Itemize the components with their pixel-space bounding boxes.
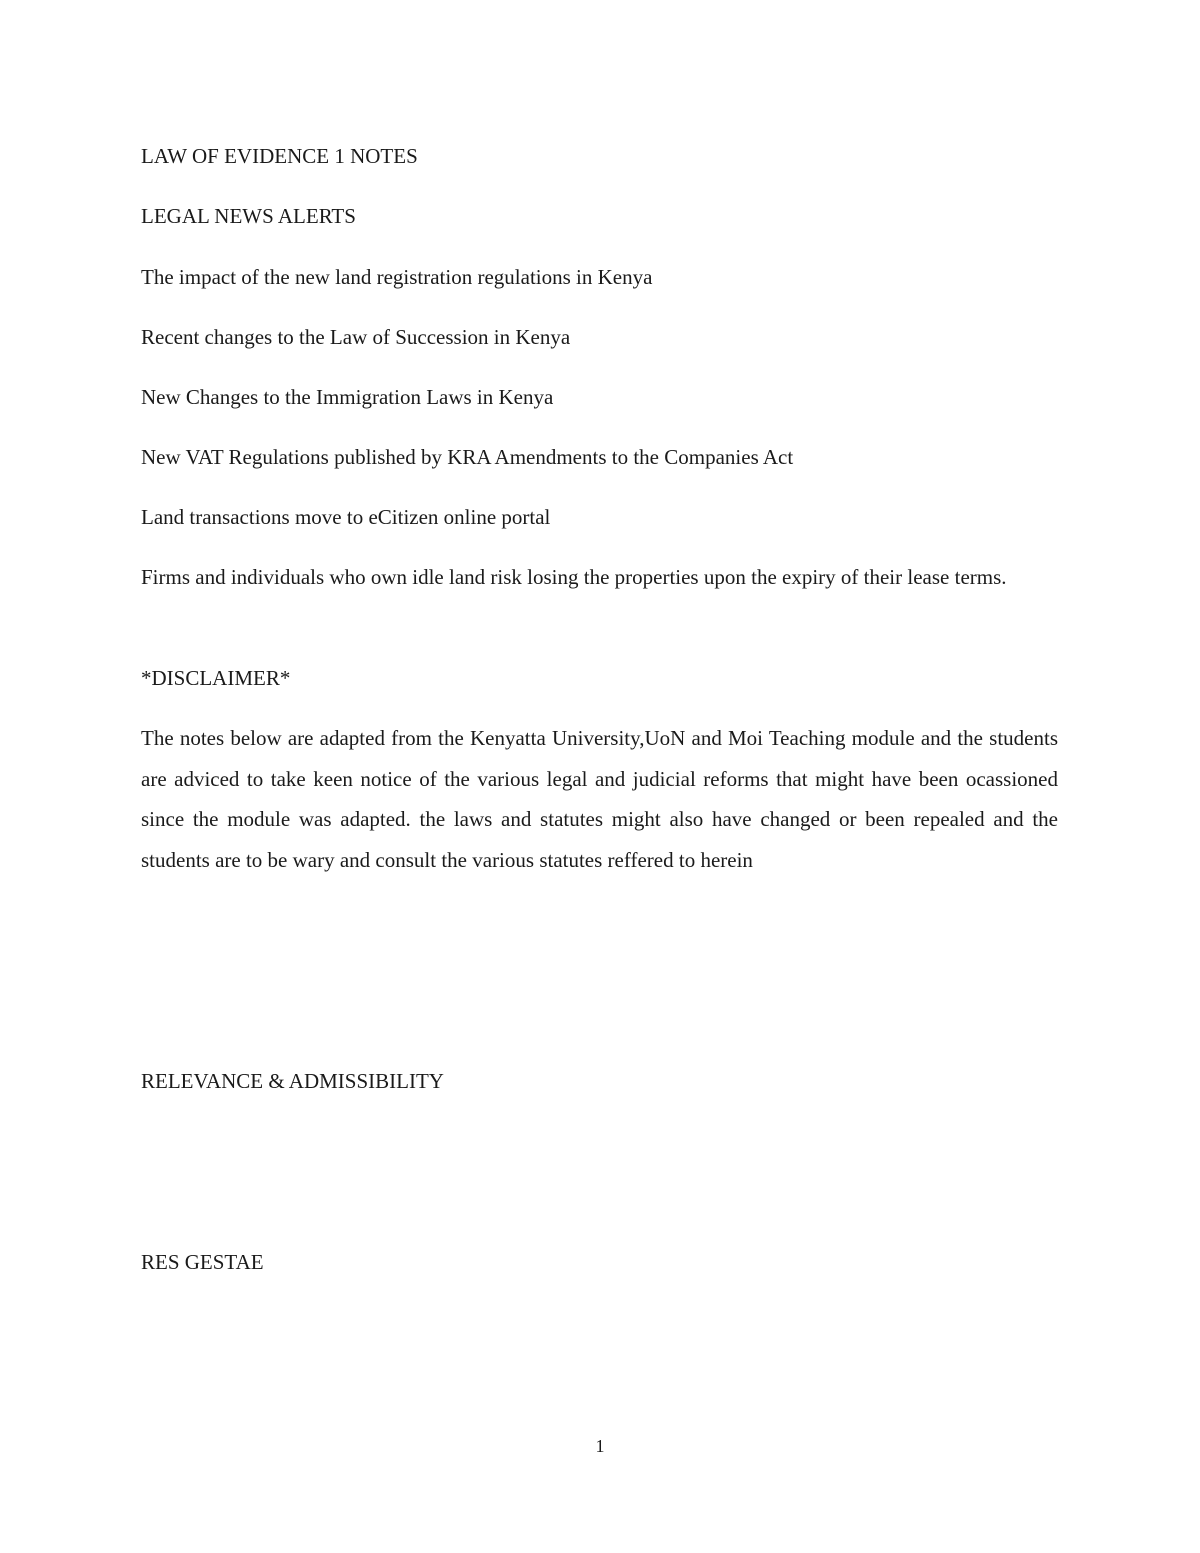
idle-land-paragraph: Firms and individuals who own idle land risk losing the properties upon the expiry of their lease terms. [141, 565, 1007, 589]
topic-heading-res-gestae: RES GESTAE [141, 1250, 264, 1274]
news-item: New VAT Regulations published by KRA Amendments to the Companies Act [141, 445, 794, 469]
news-item: New Changes to the Immigration Laws in Kenya [141, 385, 554, 409]
news-item: The impact of the new land registration regulations in Kenya [141, 265, 653, 289]
topic-heading-relevance: RELEVANCE & ADMISSIBILITY [141, 1069, 444, 1093]
document-title: LAW OF EVIDENCE 1 NOTES [141, 144, 418, 168]
page-number: 1 [595, 1436, 605, 1456]
disclaimer-paragraph: The notes below are adapted from the Kenyatta University,UoN and Moi Teaching module and the students are adviced to take keen notice of the various legal and judicial reforms that might have been ocassioned since the module was adapted. the laws and statutes might also have changed or been repealed and the students are to be wary and consult the various statutes reffered to herein [141, 726, 1058, 872]
news-item: Land transactions move to eCitizen online portal [141, 505, 551, 529]
disclaimer-heading: *DISCLAIMER* [141, 666, 291, 690]
news-item: Recent changes to the Law of Succession in Kenya [141, 325, 571, 349]
section-heading-legal-news: LEGAL NEWS ALERTS [141, 204, 356, 228]
